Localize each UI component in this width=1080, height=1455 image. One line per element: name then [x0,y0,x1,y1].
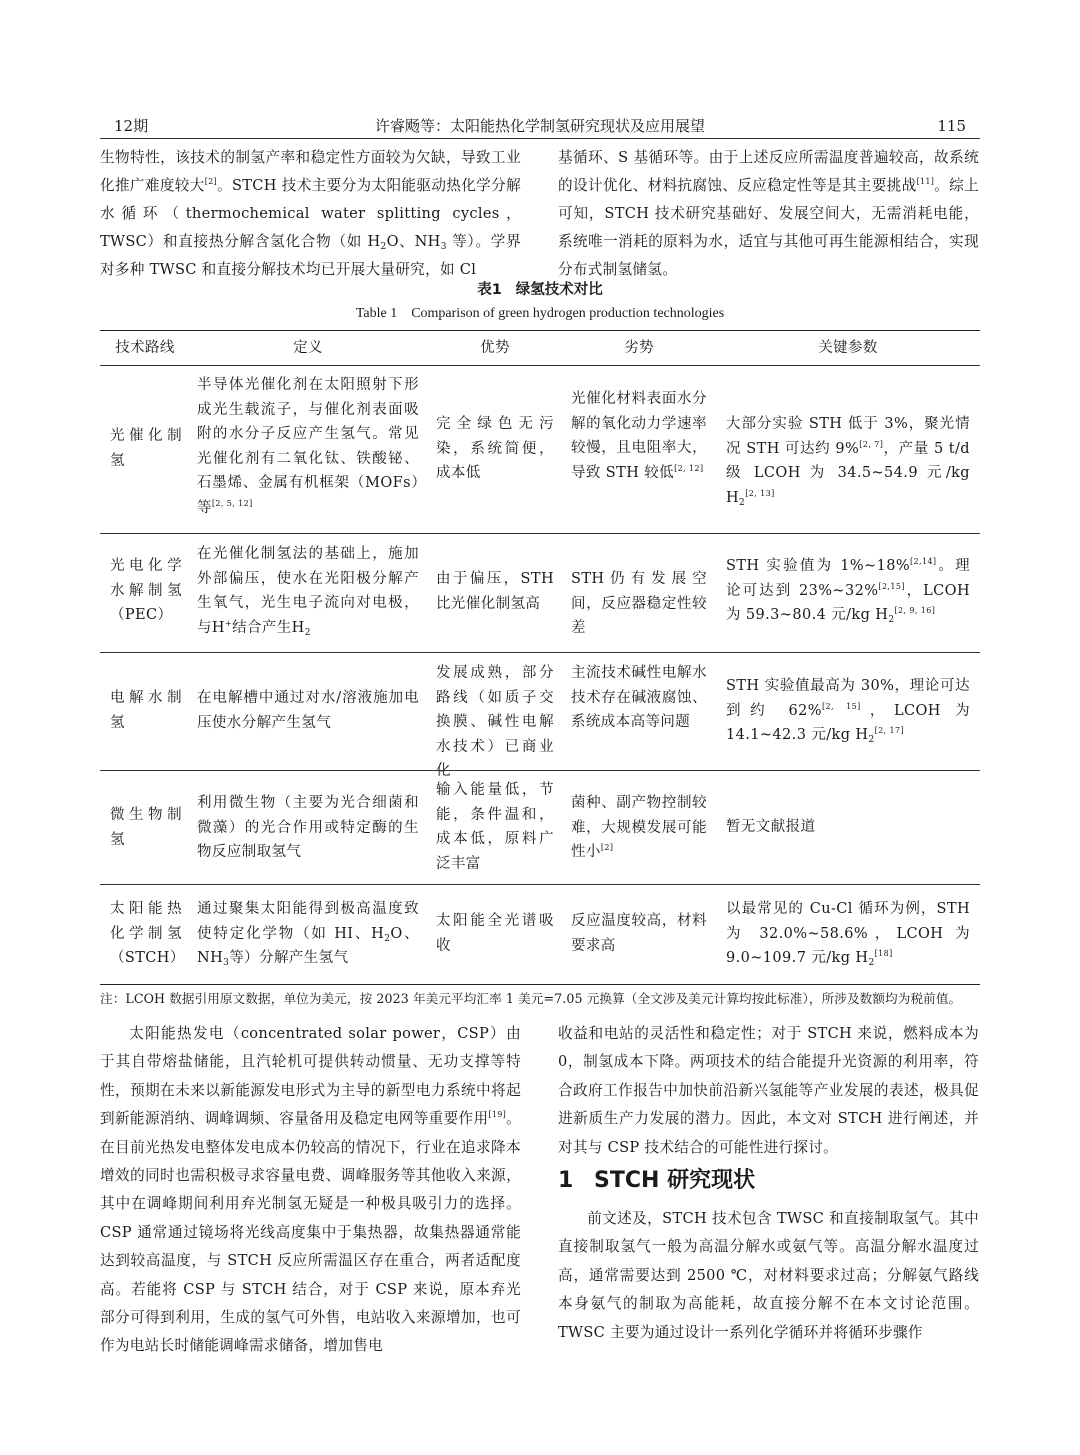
cell-advantage: 太阳能全光谱吸收 [436,913,554,954]
table-number: 表1 [477,282,502,298]
running-header [100,114,980,138]
cell-definition: 在光催化制氢法的基础上，施加外部偏压，使水在光阳极分解产生氧气，光生电子流向对电极，与H+结合产生$H_2$ [197,546,419,638]
cell-key-params: 以最常见的 Cu-Cl 循环为例，STH 为 32.0%~58.6%，LCOH 为 9.0~109.7 元/kg $H_2[18]$ [726,901,970,968]
paragraph: 基循环、S 基循环等。由于上述反应所需温度普遍较高，故系统的设计优化、材料抗腐蚀、反应稳定性等是其主要挑战[11]。综上可知，STCH 技术研究基础好、发展空间大，无需消耗电能，系统唯一消耗的原料为水，适宜与其他可再生能源相结合，实现分布式制氢储氢。 [558,149,980,278]
cell-key-params: STH 实验值为 1%~18%[2,14]。理论可达到 23%~32%[2,15]，LCOH 为 59.3~80.4 元/kg $H_2[2, 9, 16]$ [726,557,971,625]
cell-route: 光催化制氢 [110,428,182,469]
running-title: 许睿飏等：太阳能热化学制氢研究现状及应用展望 [374,117,705,135]
citation[interactable]: [2,14] [910,557,937,566]
section-number: 1 [558,1168,574,1193]
paragraph: 太阳能热发电（concentrated solar power，CSP）由于其自带熔盐储能，且汽轮机可提供转动惯量、无功支撑等特性，预期在未来以新能源发电形式为主导的新型电力系统中将起到新能源消纳、调峰调频、容量备用及稳定电网等重要作用[19]。在目前光热发电整体发电成本仍较高的情况下，行业在追求降本增效的同时也需积极寻求容量电费、调峰服务等其他收入来源，其中在调峰期间利用弃光制氢无疑是一种极具吸引力的选择。CSP 通常通过镜场将光线高度集中于集热器，故集热器通常能达到较高温度，与 STCH 反应所需温区存在重合，两者适配度高。若能将 CSP 与 STCH 结合，对于 CSP 来说，原本弃光部分可得到利用，生成的氢气可外售，电站收入来源增加，也可作为电站长时储能调峰需求储备，增加售电 [100,1025,521,1355]
cell-disadvantage: 反应温度较高，材料要求高 [571,913,707,954]
table-title-en: Table 1 Comparison of green hydrogen production technologies [355,306,725,321]
column-header-definition: 定义 [293,340,323,356]
citation[interactable]: [2, 17] [874,726,904,735]
table-header-rule [100,365,980,366]
top-right-column [558,144,979,284]
citation[interactable]: [2, 13] [745,488,775,498]
cell-disadvantage: 光催化材料表面水分解的氧化动力学速率较慢，且电阻率大，导致 STH 较低[2, 12] [571,391,707,481]
table-bottom-rule [100,984,980,985]
citation[interactable]: [2] [204,177,217,186]
section-heading [558,1163,979,1199]
column-header-disadvantage: 劣势 [624,340,654,356]
citation[interactable]: [2] [600,843,614,852]
cell-route: 光电化学水解制氢（PEC） [110,558,182,623]
paragraph: 收益和电站的灵活性和稳定性；对于 STCH 来说，燃料成本为 0，制氢成本下降。两项技术的结合能提升光资源的利用率，符合政府工作报告中加快前沿新兴氢能等产业发展的表述，极具促进新质生产力发展的潜力。因此，本文对 STCH 进行阐述，并对其与 CSP 技术结合的可能性进行探讨。 [558,1025,979,1156]
issue-label: 12期 [114,117,149,135]
bottom-right-column [558,1020,979,1162]
citation[interactable]: [2, 5, 12] [211,498,253,508]
cell-advantage: 输入能量低，节能，条件温和，成本低，原料广泛丰富 [436,782,554,872]
column-header-route: 技术路线 [115,340,175,356]
cell-advantage: 由于偏压，STH 比光催化制氢高 [436,571,554,612]
cell-route: 微生物制氢 [110,807,182,848]
citation[interactable]: [11] [916,177,935,186]
cell-disadvantage: 主流技术碱性电解水技术存在碱液腐蚀、系统成本高等问题 [571,665,707,730]
cell-key-params: STH 实验值最高为 30%，理论可达到约 62%[2, 15]，LCOH 为 14.1~42.3 元/kg $H_2[2, 17]$ [726,678,970,745]
citation[interactable]: [2, 7] [859,439,884,449]
paragraph: 前文述及，STCH 技术包含 TWSC 和直接制取氢气。其中直接制取氢气一般为高温分解水或氨气等。高温分解水温度过高，通常需要达到 2500 ℃，对材料要求过高；分解氨气路线本身氨气的制取为高能耗，故直接分解不在本文讨论范围。TWSC 主要为通过设计一系列化学循环并将循环步骤作 [558,1210,979,1341]
bottom-right-column-continued [558,1205,979,1347]
cell-disadvantage: 菌种、副产物控制较难，大规模发展可能性小[2] [571,795,707,860]
column-header-advantage: 优势 [480,340,510,356]
paragraph: 生物特性，该技术的制氢产率和稳定性方面较为欠缺，导致工业化推广难度较大[2]。STCH 技术主要分为太阳能驱动热化学分解水循环（thermochemical water splitting cycles，TWSC）和直接热分解含氢化合物（如 $H_2O$、$NH_3$ 等）。学界对多种 TWSC 和直接分解技术均已开展大量研究，如 Cl [100,149,521,278]
table-row-rule [100,884,980,885]
table-top-rule [100,330,980,331]
citation[interactable]: [2, 9, 16] [894,606,936,615]
cell-route: 电解水制氢 [110,690,182,731]
table-title-zh [100,278,980,302]
citation[interactable]: [18] [874,949,893,958]
cell-definition: 半导体光催化剂在太阳照射下形成光生载流子，与催化剂表面吸附的水分子反应产生氢气。常见光催化剂有二氧化钛、铁酸铋、石墨烯、金属有机框架（MOFs）等[2, 5, 12] [197,377,419,516]
bottom-left-column [100,1020,521,1361]
table-row-rule [100,533,980,534]
column-header-key-params: 关键参数 [818,340,878,356]
cell-definition: 利用微生物（主要为光合细菌和微藻）的光合作用或特定酶的生物反应制取氢气 [197,795,419,860]
table-caption-zh: 绿氢技术对比 [515,282,603,298]
top-left-column [100,144,521,284]
citation[interactable]: [2, 15] [821,701,861,711]
section-title: STCH 研究现状 [594,1168,756,1193]
cell-key-params: 暂无文献报道 [726,819,816,835]
cell-route: 太阳能热化学制氢（STCH） [110,901,185,966]
cell-advantage: 发展成熟，部分路线（如质子交换膜、碱性电解水技术）已商业化 [436,665,554,779]
cell-definition: 在电解槽中通过对水/溶液施加电压使水分解产生氢气 [197,690,419,731]
cell-disadvantage: STH仍有发展空间，反应器稳定性较差 [571,571,707,636]
cell-key-params: 大部分实验 STH 低于 3%，聚光情况 STH 可达约 9%[2, 7]，产量 5 t/d 级 LCOH 为 34.5~54.9 元/kg $H_2[2, 13]$ [726,416,970,508]
header-rule [100,138,980,139]
cell-advantage: 完全绿色无污染，系统简便，成本低 [436,416,554,481]
cell-definition: 通过聚集太阳能得到极高温度致使特定化学物（如 HI、$H_2O$、$NH_3$等）分解产生氢气 [197,901,420,968]
citation[interactable]: [2,15] [878,581,905,591]
table-note: 注：LCOH 数据引用原文数据，单位为美元，按 2023 年美元平均汇率 1 美元=7.05 元换算（全文涉及美元计算均按此标准），所涉及数额均为税前值。 [100,991,962,1006]
citation[interactable]: [2, 12] [674,463,704,473]
page-number: 115 [937,117,966,135]
citation[interactable]: [19] [488,1110,507,1120]
table-row-rule [100,652,980,653]
